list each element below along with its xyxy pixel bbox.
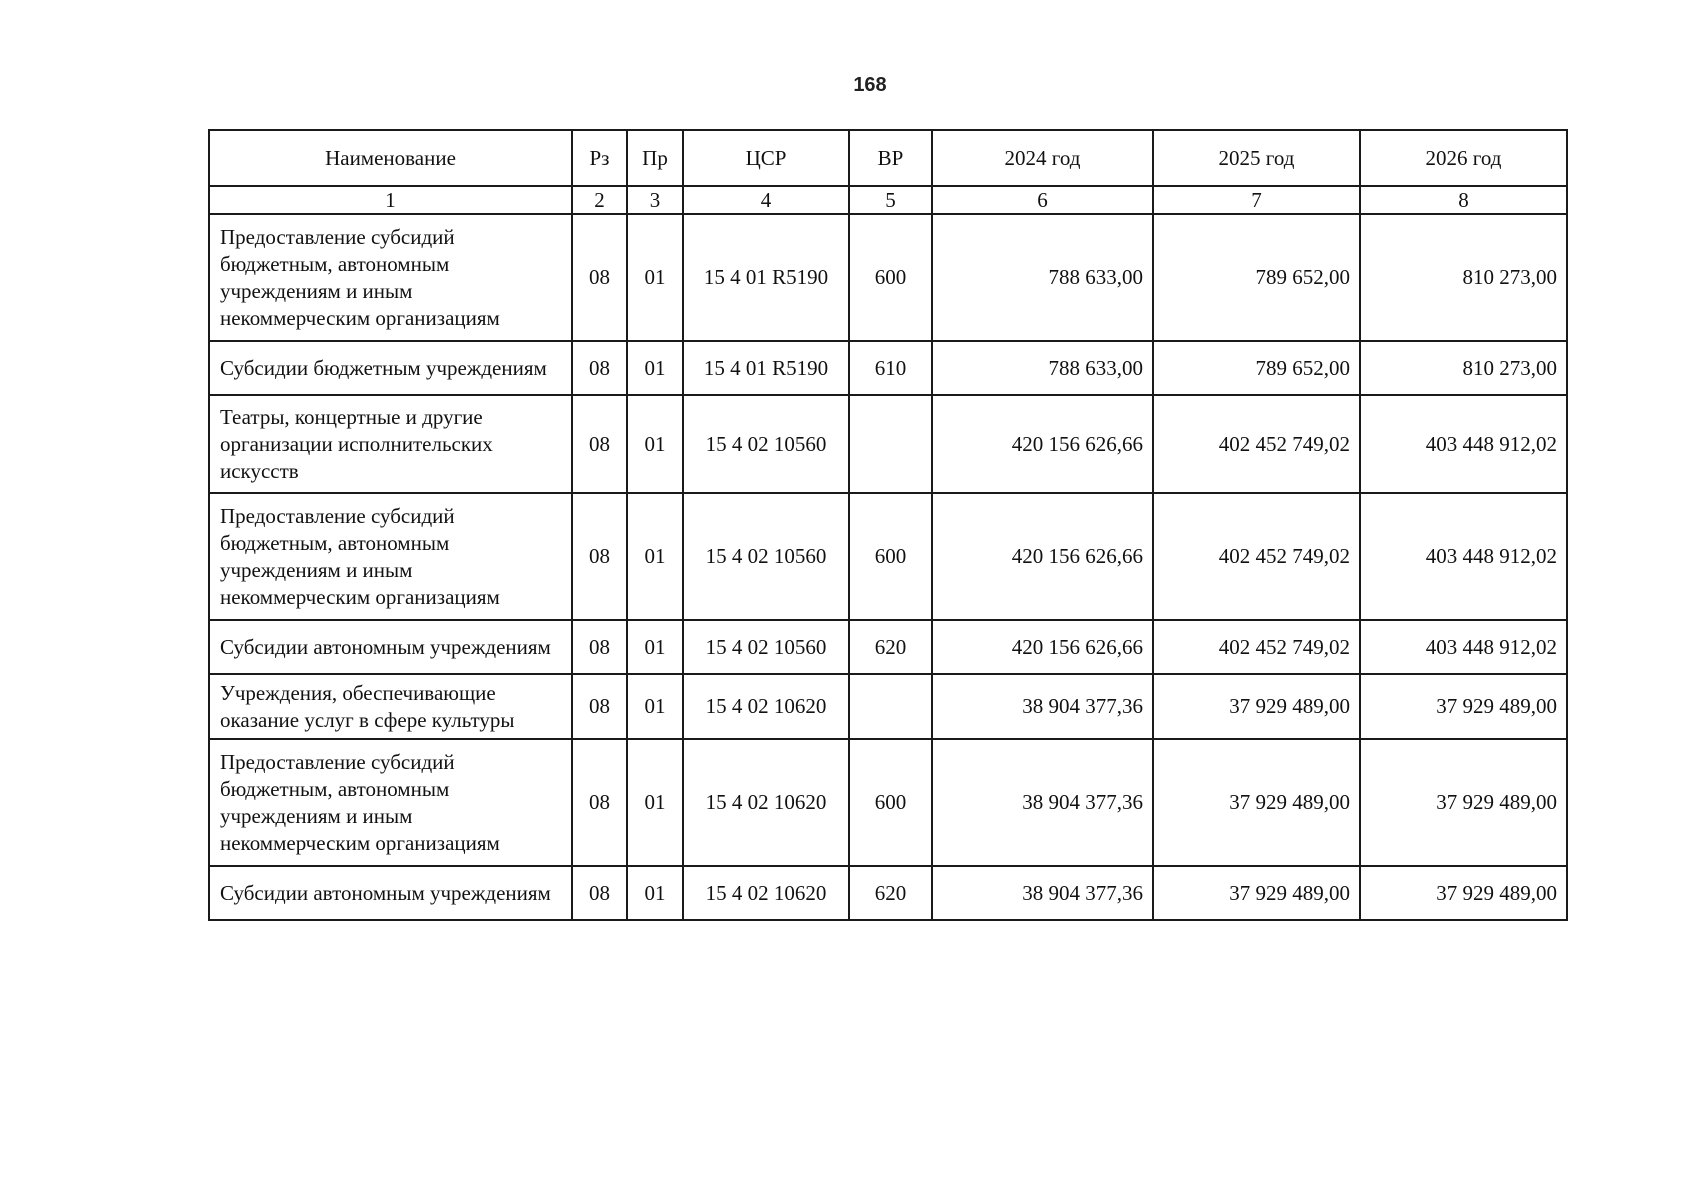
table-row	[209, 214, 1567, 341]
header-rz: Рз	[572, 130, 627, 186]
header-row	[209, 130, 1567, 186]
table-row	[209, 674, 1567, 739]
row-2024: 788 633,00	[932, 214, 1153, 341]
table-row	[209, 341, 1567, 395]
row-rz: 08	[572, 214, 627, 341]
row-2026: 37 929 489,00	[1360, 866, 1567, 920]
row-2024: 38 904 377,36	[932, 866, 1153, 920]
header-2026: 2026 год	[1360, 130, 1567, 186]
row-rz: 08	[572, 341, 627, 395]
row-name: Субсидии автономным учреждениям	[209, 866, 572, 920]
table-row	[209, 739, 1567, 866]
column-number: 2	[572, 186, 627, 214]
column-number-row	[209, 186, 1567, 214]
header-2025: 2025 год	[1153, 130, 1360, 186]
row-rz: 08	[572, 674, 627, 739]
row-csr: 15 4 02 10620	[683, 866, 849, 920]
row-2025: 402 452 749,02	[1153, 493, 1360, 620]
row-pr: 01	[627, 341, 683, 395]
row-2026: 403 448 912,02	[1360, 493, 1567, 620]
row-name: Учреждения, обеспечивающие оказание услуг в сфере культуры	[209, 674, 572, 739]
row-2025: 37 929 489,00	[1153, 674, 1360, 739]
row-2024: 420 156 626,66	[932, 395, 1153, 493]
row-name: Предоставление субсидий бюджетным, автономным учреждениям и иным некоммерческим организациям	[209, 214, 572, 341]
row-2024: 38 904 377,36	[932, 739, 1153, 866]
header-csr: ЦСР	[683, 130, 849, 186]
row-csr: 15 4 02 10560	[683, 395, 849, 493]
row-name: Субсидии бюджетным учреждениям	[209, 341, 572, 395]
row-2025: 789 652,00	[1153, 341, 1360, 395]
row-pr: 01	[627, 395, 683, 493]
row-csr: 15 4 01 R5190	[683, 341, 849, 395]
row-2026: 810 273,00	[1360, 214, 1567, 341]
row-name: Театры, концертные и другие организации исполнительских искусств	[209, 395, 572, 493]
row-pr: 01	[627, 493, 683, 620]
column-number: 7	[1153, 186, 1360, 214]
row-pr: 01	[627, 620, 683, 674]
column-number: 5	[849, 186, 932, 214]
row-vr	[849, 674, 932, 739]
row-2025: 37 929 489,00	[1153, 739, 1360, 866]
table-row	[209, 866, 1567, 920]
column-number: 3	[627, 186, 683, 214]
table-row	[209, 620, 1567, 674]
row-2024: 788 633,00	[932, 341, 1153, 395]
row-rz: 08	[572, 395, 627, 493]
row-2026: 810 273,00	[1360, 341, 1567, 395]
row-csr: 15 4 02 10560	[683, 493, 849, 620]
row-2026: 37 929 489,00	[1360, 674, 1567, 739]
table-row	[209, 395, 1567, 493]
budget-table	[208, 129, 1568, 921]
row-pr: 01	[627, 674, 683, 739]
row-rz: 08	[572, 493, 627, 620]
row-vr: 620	[849, 866, 932, 920]
column-number: 4	[683, 186, 849, 214]
row-csr: 15 4 02 10620	[683, 739, 849, 866]
header-name: Наименование	[209, 130, 572, 186]
row-pr: 01	[627, 739, 683, 866]
row-name: Предоставление субсидий бюджетным, автономным учреждениям и иным некоммерческим организациям	[209, 493, 572, 620]
row-2025: 789 652,00	[1153, 214, 1360, 341]
row-2026: 403 448 912,02	[1360, 395, 1567, 493]
row-2026: 403 448 912,02	[1360, 620, 1567, 674]
header-2024: 2024 год	[932, 130, 1153, 186]
row-name: Субсидии автономным учреждениям	[209, 620, 572, 674]
header-vr: ВР	[849, 130, 932, 186]
row-2024: 38 904 377,36	[932, 674, 1153, 739]
column-number: 8	[1360, 186, 1567, 214]
row-rz: 08	[572, 620, 627, 674]
row-2025: 37 929 489,00	[1153, 866, 1360, 920]
row-csr: 15 4 02 10560	[683, 620, 849, 674]
row-vr: 600	[849, 739, 932, 866]
page-number: 168	[853, 74, 887, 96]
row-2024: 420 156 626,66	[932, 493, 1153, 620]
column-number: 1	[209, 186, 572, 214]
row-vr: 600	[849, 214, 932, 341]
column-number: 6	[932, 186, 1153, 214]
row-2025: 402 452 749,02	[1153, 620, 1360, 674]
row-2026: 37 929 489,00	[1360, 739, 1567, 866]
row-csr: 15 4 01 R5190	[683, 214, 849, 341]
row-pr: 01	[627, 866, 683, 920]
row-vr: 620	[849, 620, 932, 674]
row-vr: 610	[849, 341, 932, 395]
row-vr: 600	[849, 493, 932, 620]
row-vr	[849, 395, 932, 493]
row-csr: 15 4 02 10620	[683, 674, 849, 739]
row-rz: 08	[572, 866, 627, 920]
row-name: Предоставление субсидий бюджетным, автономным учреждениям и иным некоммерческим организациям	[209, 739, 572, 866]
row-2025: 402 452 749,02	[1153, 395, 1360, 493]
row-2024: 420 156 626,66	[932, 620, 1153, 674]
header-pr: Пр	[627, 130, 683, 186]
row-rz: 08	[572, 739, 627, 866]
row-pr: 01	[627, 214, 683, 341]
table-row	[209, 493, 1567, 620]
